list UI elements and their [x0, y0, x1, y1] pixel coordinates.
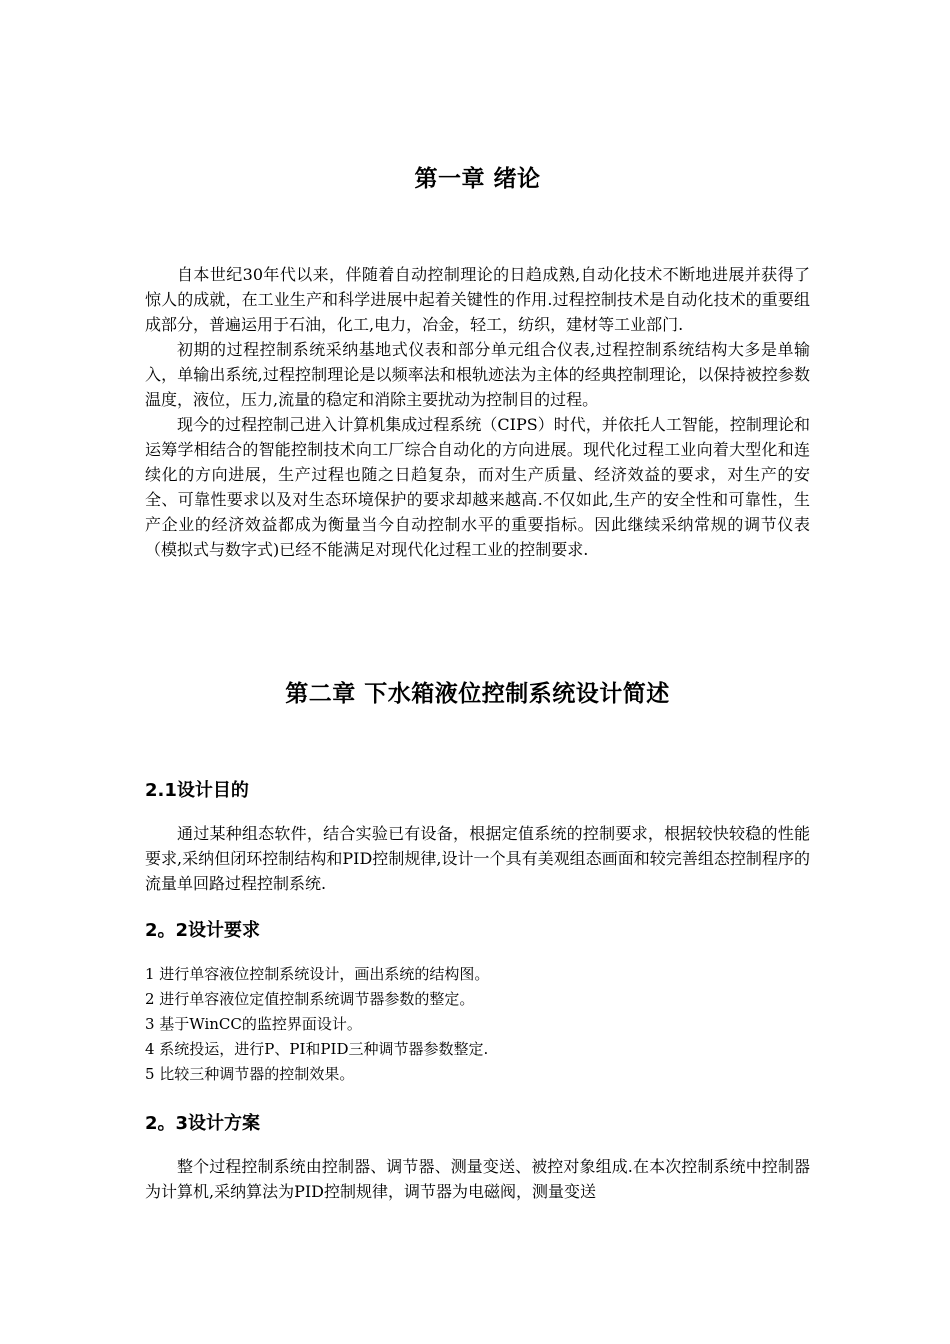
section-2-2-title: 2。2设计要求 — [145, 920, 261, 941]
chapter-1-title: 第一章 绪论 — [414, 166, 541, 192]
section-2-1-body — [145, 821, 810, 896]
requirements-list — [145, 962, 810, 1087]
section-2-3-body — [145, 1154, 810, 1204]
list-item: 3 基于WinCC的监控界面设计。 — [145, 1015, 362, 1033]
chapter-1-body — [145, 262, 810, 562]
list-item: 1 进行单容液位控制系统设计，画出系统的结构图。 — [145, 965, 490, 983]
paragraph: 初期的过程控制系统采纳基地式仪表和部分单元组合仪表,过程控制系统结构大多是单输入，单输出系统,过程控制理论是以频率法和根轨迹法为主体的经典控制理论，以保持被控参数温度，液位，压力,流量的稳定和消除主要扰动为控制目的过程。 — [145, 340, 810, 409]
list-item: 2 进行单容液位定值控制系统调节器参数的整定。 — [145, 990, 475, 1008]
paragraph: 整个过程控制系统由控制器、调节器、测量变送、被控对象组成.在本次控制系统中控制器为计算机,采纳算法为PID控制规律，调节器为电磁阀，测量变送 — [145, 1157, 810, 1201]
list-item: 5 比较三种调节器的控制效果。 — [145, 1065, 355, 1083]
chapter-2-title: 第二章 下水箱液位控制系统设计简述 — [285, 681, 670, 707]
list-item: 4 系统投运，进行P、PI和PID三种调节器参数整定. — [145, 1040, 489, 1058]
paragraph: 自本世纪30年代以来，伴随着自动控制理论的日趋成熟,自动化技术不断地进展并获得了惊人的成就，在工业生产和科学进展中起着关键性的作用.过程控制技术是自动化技术的重要组成部分，普遍运用于石油，化工,电力，冶金，轻工，纺织，建材等工业部门. — [145, 265, 810, 334]
paragraph: 通过某种组态软件，结合实验已有设备，根据定值系统的控制要求，根据较快较稳的性能要求,采纳但闭环控制结构和PID控制规律,设计一个具有美观组态画面和较完善组态控制程序的流量单回路过程控制系统. — [145, 824, 810, 893]
section-2-1-title: 2.1设计目的 — [145, 780, 249, 801]
section-2-3-title: 2。3设计方案 — [145, 1113, 261, 1134]
paragraph: 现今的过程控制己进入计算机集成过程系统（CIPS）时代，并依托人工智能，控制理论和运筹学相结合的智能控制技术向工厂综合自动化的方向进展。现代化过程工业向着大型化和连续化的方向进展，生产过程也随之日趋复杂，而对生产质量、经济效益的要求，对生产的安全、可靠性要求以及对生态环境保护的要求却越来越高.不仅如此,生产的安全性和可靠性，生产企业的经济效益都成为衡量当今自动控制水平的重要指标。因此继续采纳常规的调节仪表（模拟式与数字式)已经不能满足对现代化过程工业的控制要求. — [145, 415, 810, 559]
